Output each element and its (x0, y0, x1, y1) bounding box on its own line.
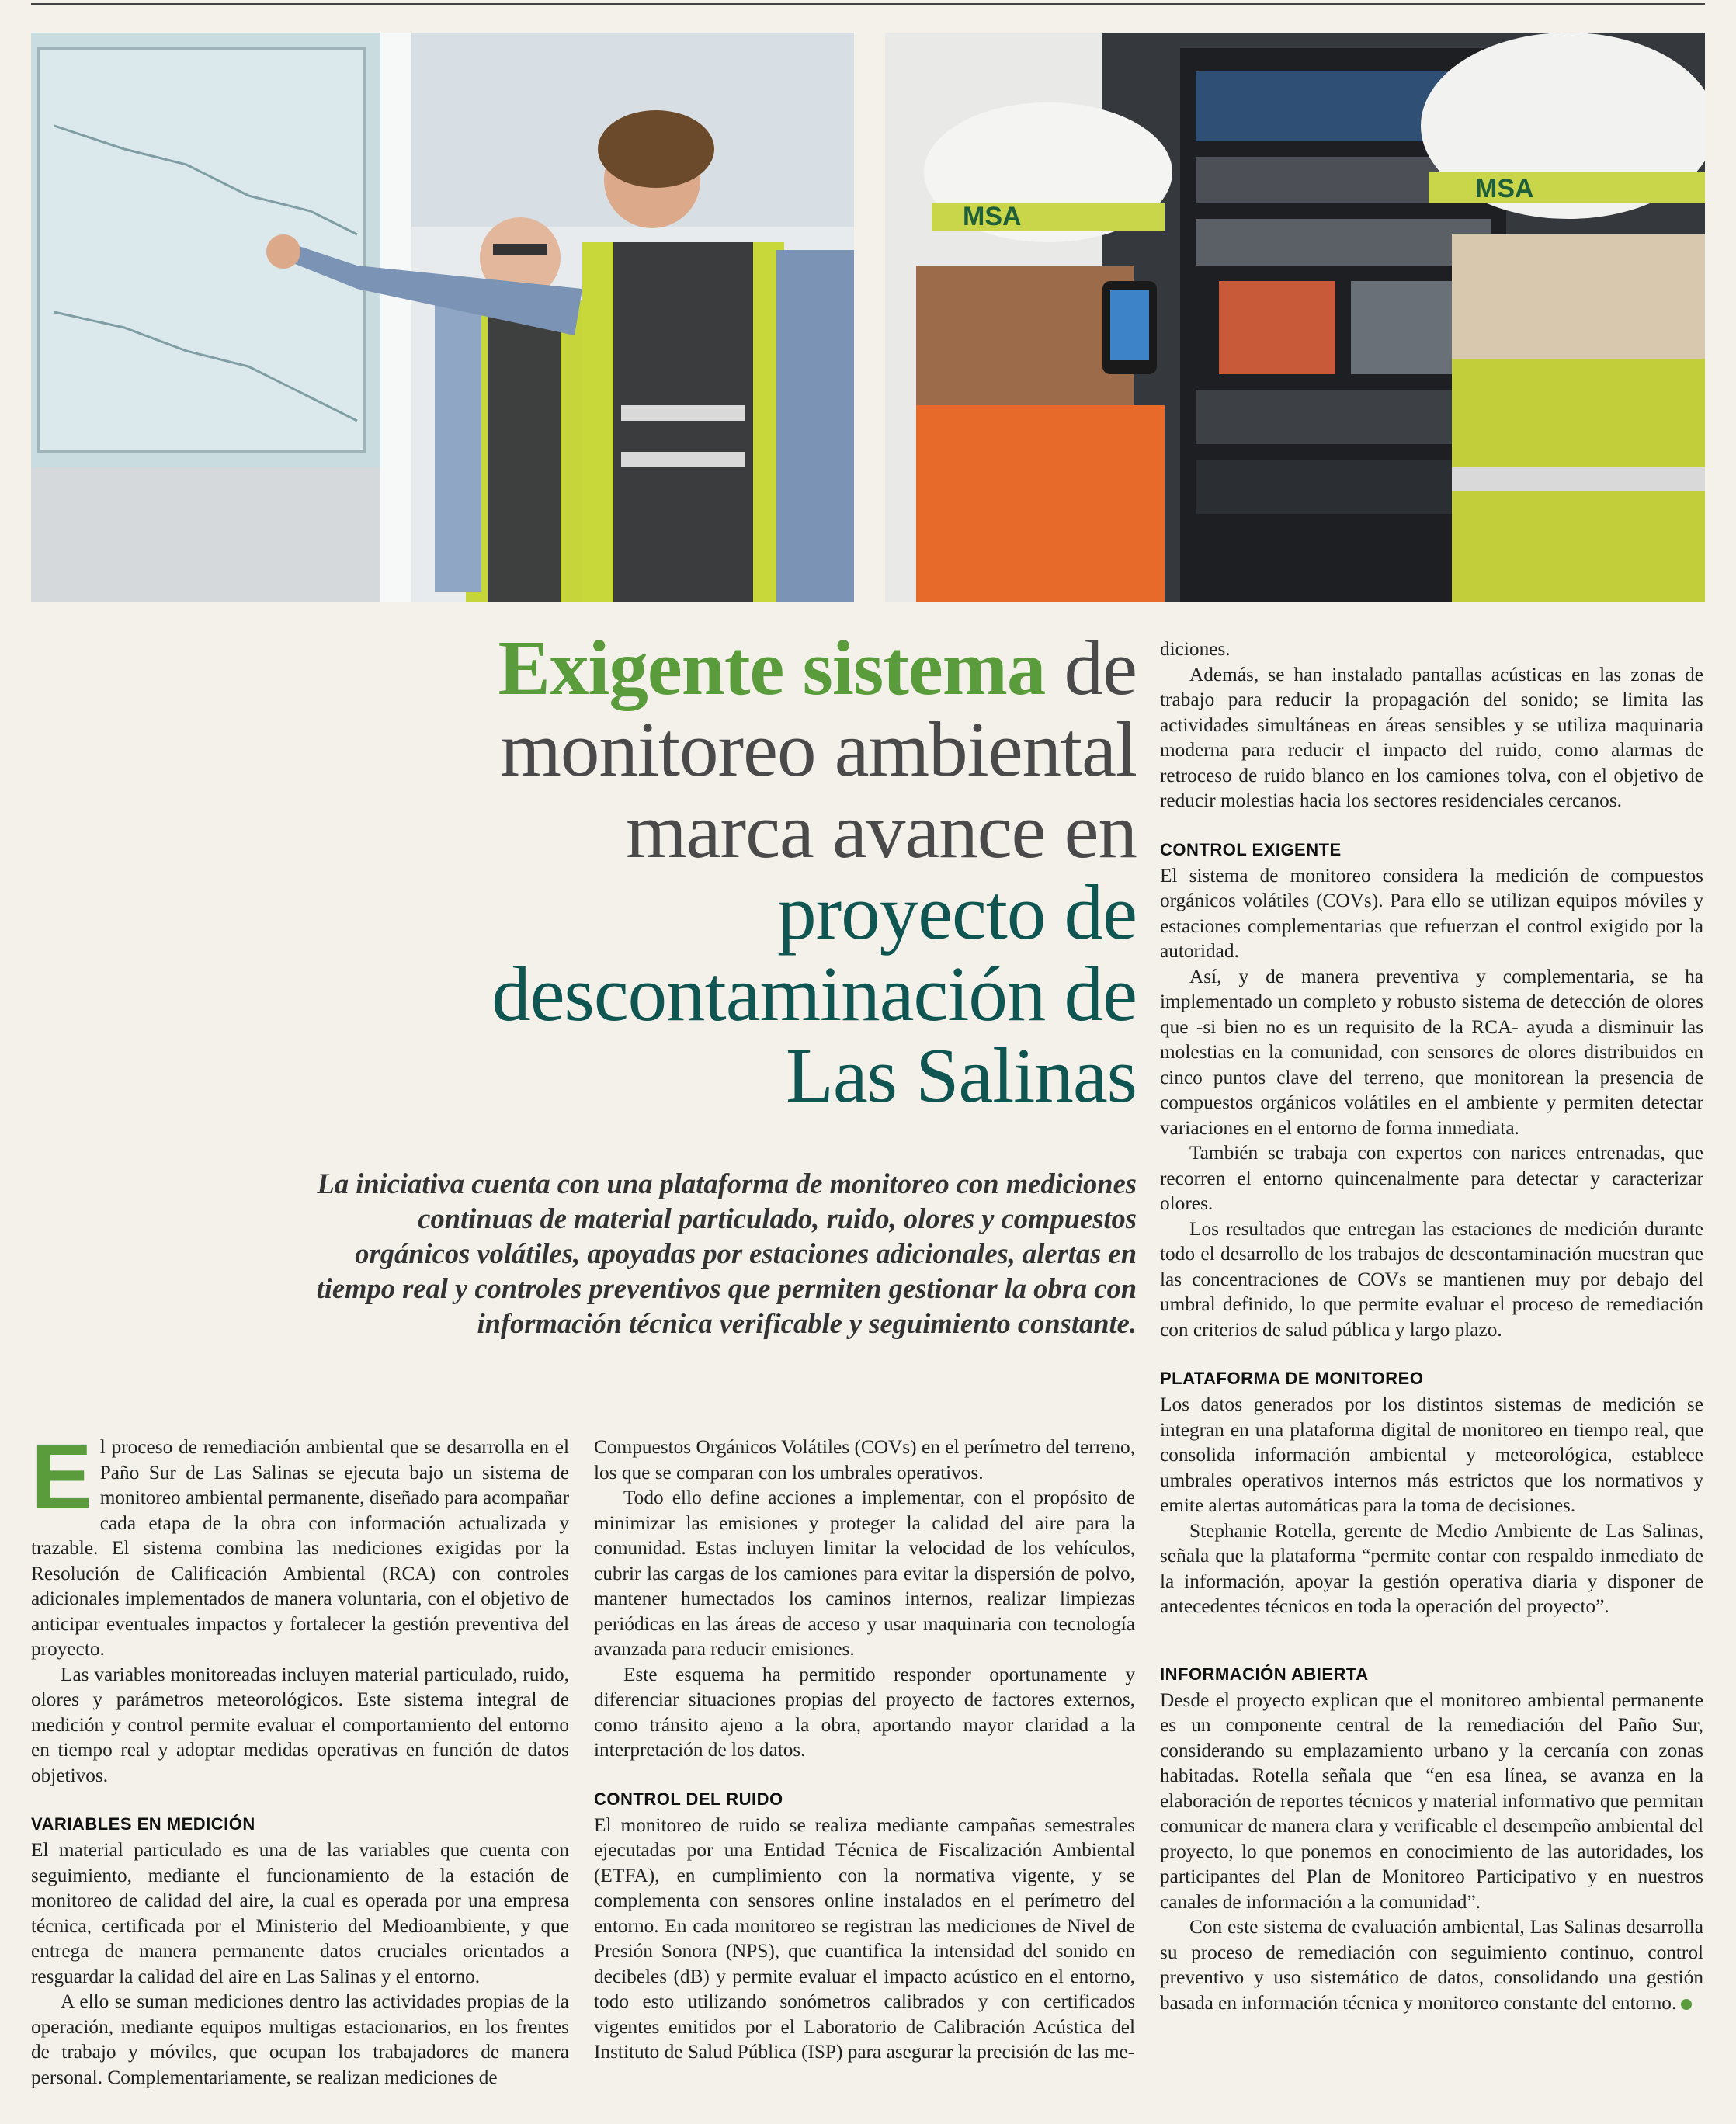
helmet-label-left: MSA (963, 202, 1022, 231)
monitoring-station-photo-icon (885, 33, 1705, 602)
paragraph: Los datos generados por los distintos sistemas de medición se integran en una plataforma digital de monitoreo en tiempo real, que consolida información ambiental y meteorológica, establece umbrales operativos internos más estrictos que los normativos y emite alertas automáticas para la toma de decisiones. (1160, 1393, 1703, 1516)
paragraph-text: l proceso de remediación ambiental que se desarrolla en el Paño Sur de Las Salinas se ejecuta bajo un sistema de monitoreo ambiental permanente, diseñado para acompañar cada etapa de la obra con información actualizada y trazable. El sistema combina las mediciones exigidas por la Resolución de Calificación Ambiental (RCA) con controles adicionales implementados de manera voluntaria, con el objetivo de anticipar eventuales impactos y fortalecer la gestión preventiva del proyecto. (31, 1436, 569, 1660)
headline-highlight: Exigente sistema (498, 624, 1046, 711)
helmet-label-right: MSA (1475, 174, 1534, 203)
paragraph: Desde el proyecto explican que el monitoreo ambiental permanente es un componente central de la remediación del Paño Sur, considerando su emplazamiento urbano y la cercanía con zonas habitadas. Rotella señala que “en esa línea, se avanza en la elaboración de reportes técnicos y material informativo que permitan comunicar de manera clara y verificable el desempeño ambiental del proyecto, lo que ponemos en conocimiento de las autoridades, los participantes del Plan de Monitoreo Participativo y en nuestros canales de información a la comunidad”. (1160, 1688, 1703, 1913)
headline-middle: de monitoreo ambiental marca avance en (500, 624, 1137, 874)
paragraph: Las variables monitoreadas incluyen material particulado, ruido, olores y parámetros meteorológicos. Este sistema integral de medición y control permite evaluar el comportamiento del entorno en tiempo real y adoptar medidas operativas en función de datos objetivos. (31, 1663, 569, 1786)
section-heading: CONTROL DEL RUIDO (594, 1789, 783, 1809)
deck-subtitle: La iniciativa cuenta con una plataforma de monitoreo con mediciones continuas de material particulado, ruido, olores y compuestos orgánicos volátiles, apoyadas por estaciones adicionales, alertas en tiempo real y controles preventivos que permiten gestionar la obra con información técnica verificable y seguimiento constante. (316, 1168, 1137, 1339)
paragraph: Así, y de manera preventiva y complementaria, se ha implementado un completo y robusto sistema de detección de olores que -si bien no es un requisito de la RCA- ayuda a disminuir las molestias en la comunidad, con sensores de olores distribuidos en cinco puntos clave del terreno, que monitorean la presencia de compuestos orgánicos volátiles en el ambiente y permiten detectar variaciones en el entorno de forma inmediata. (1160, 965, 1703, 1139)
top-rule (31, 3, 1705, 5)
paragraph: Este esquema ha permitido responder oportunamente y diferenciar situaciones propias del proyecto de factores externos, como tránsito ajeno a la obra, aportando mayor claridad a la interpretación de los datos. (594, 1663, 1135, 1761)
paragraph: A ello se suman mediciones dentro las actividades propias de la operación, mediante equipos multigas estacionarios, en los frentes de trabajo y móviles, que ocupan los trabajadores de manera personal. Complementariamente, se realizan mediciones de (31, 1990, 569, 2088)
dropcap: E (31, 1425, 92, 1528)
paragraph: El monitoreo de ruido se realiza mediante campañas semestrales ejecutadas por una Entidad Técnica de Fiscalización Ambiental (ETFA), en cumplimiento con la normativa vigente, y se complementa con sensores online instalados en el perímetro del entorno. En cada monitoreo se registran las mediciones de Nivel de Presión Sonora (NPS), que cuantifica la intensidad del sonido en decibeles (dB) y permite evaluar el impacto acústico en el entorno, todo esto utilizando sonómetros calibrados y con certificados vigentes emitidos por el Laboratorio de Calibración Acústica del Instituto de Salud Pública (ISP) para asegurar la precisión de las me- (594, 1813, 1135, 2063)
section-heading: INFORMACIÓN ABIERTA (1160, 1664, 1369, 1684)
body-column-3 (1160, 637, 1703, 2015)
paragraph: Los resultados que entregan las estaciones de medición durante todo el desarrollo de los trabajos de descontaminación muestran que las concentraciones de COVs se mantienen muy por debajo del umbral definido, lo que permite evaluar el proceso de remediación con criterios de salud pública y largo plazo. (1160, 1217, 1703, 1341)
section-heading: PLATAFORMA DE MONITOREO (1160, 1369, 1424, 1388)
paragraph: diciones. (1160, 638, 1231, 660)
section-heading: CONTROL EXIGENTE (1160, 839, 1342, 859)
paragraph (1160, 1914, 1703, 2015)
end-mark-icon (1681, 1999, 1692, 2010)
paragraph: También se trabaja con expertos con narices entrenadas, que recorren el entorno quincenalmente para detectar y caracterizar olores. (1160, 1142, 1703, 1214)
paragraph: El material particulado es una de las variables que cuenta con seguimiento, mediante el funcionamiento de la estación de monitoreo de calidad del aire, la cual es operada por una empresa técnica, certificada por el Ministerio del Medioambiente, y que entrega de manera permanente datos cruciales orientados a resguardar la calidad del aire en Las Salinas y el entorno. (31, 1839, 569, 1987)
paragraph-text: Con este sistema de evaluación ambiental, Las Salinas desarrolla su proceso de remediación con seguimiento continuo, control preventivo y uso sistemático de datos, consolidando una gestión basada en información técnica y monitoreo constante del entorno. (1160, 1916, 1703, 2014)
control-room-photo-icon (31, 33, 854, 602)
paragraph: El sistema de monitoreo considera la medición de compuestos orgánicos volátiles (COVs). Para ello se utilizan equipos móviles y estaciones complementarias que refuerzan el control exigido por la autoridad. (1160, 864, 1703, 962)
paragraph: Stephanie Rotella, gerente de Medio Ambiente de Las Salinas, señala que la plataforma “permite contar con respaldo inmediato de la información, apoyar la gestión operativa diaria y disponer de antecedentes técnicos en toda la operación del proyecto”. (1160, 1519, 1703, 1617)
paragraph: Todo ello define acciones a implementar, con el propósito de minimizar las emisiones y proteger la calidad del aire para la comunidad. Estas incluyen limitar la velocidad de los vehículos, cubrir las cargas de los camiones para evitar la dispersión de polvo, mantener humectados los caminos internos, realizar limpiezas periódicas en las áreas de acceso y usar maquinaria con tecnología avanzada para reducir emisiones. (594, 1487, 1135, 1660)
section-heading: VARIABLES EN MEDICIÓN (31, 1814, 255, 1834)
headline (391, 624, 1137, 1119)
paragraph: Compuestos Orgánicos Volátiles (COVs) en el perímetro del terreno, los que se comparan con los umbrales operativos. (594, 1436, 1135, 1484)
paragraph (31, 1425, 569, 1662)
body-column-1 (31, 1425, 569, 2090)
headline-end: proyecto de descontaminación de Las Salinas (491, 869, 1137, 1119)
body-column-2 (594, 1435, 1135, 2065)
paragraph: Además, se han instalado pantallas acústicas en las zonas de trabajo para reducir la propagación del sonido; se limita las actividades simultáneas en áreas sensibles y se utiliza maquinaria moderna para reducir el impacto del ruido, como alarmas de retroceso de ruido blanco en los camiones tolva, con el objetivo de reducir molestias hacia los sectores residenciales cercanos. (1160, 663, 1703, 811)
